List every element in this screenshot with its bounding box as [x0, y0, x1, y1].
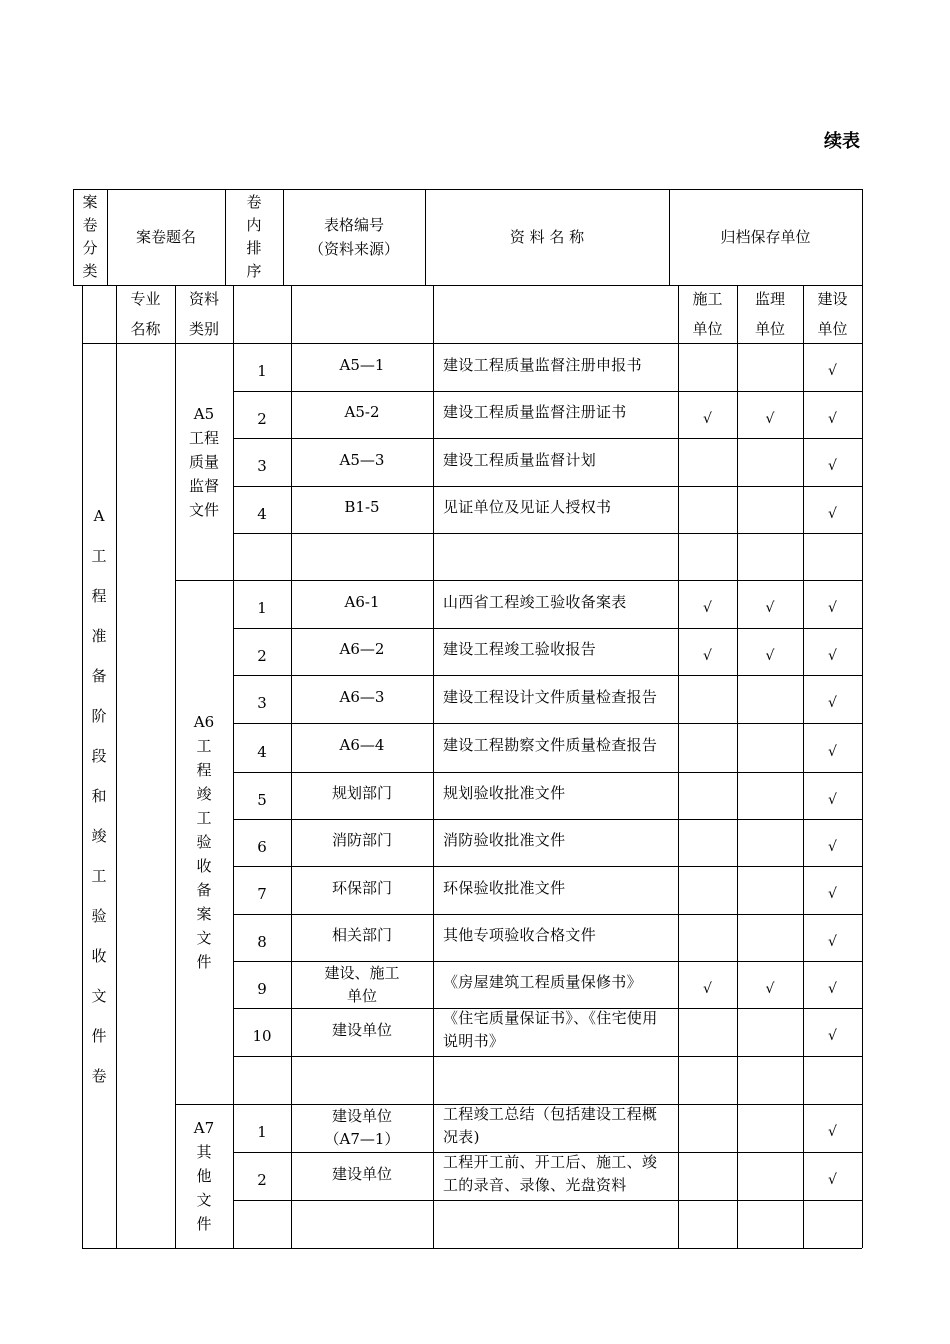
- row-check-c: [678, 486, 737, 533]
- row-form-no: [291, 1200, 433, 1248]
- row-check-c: [678, 772, 737, 819]
- row-check-c: [678, 1056, 737, 1104]
- volume-label-char: 备: [91, 666, 107, 685]
- subheader-unit-supervision: [737, 285, 803, 343]
- row-check-c: [678, 1152, 737, 1200]
- row-check-o: √: [828, 791, 837, 808]
- row-check-o: [803, 1056, 862, 1104]
- row-form-no: B1-5: [344, 498, 380, 516]
- row-check-c: [678, 723, 737, 772]
- volume-label-char: 卷: [91, 1066, 107, 1085]
- row-form-no: 规划部门: [331, 784, 392, 802]
- row-order: 1: [257, 362, 267, 380]
- group-label-2-char: A6: [193, 713, 215, 731]
- volume-label-char: 件: [91, 1026, 107, 1045]
- row-form-no: 建设单位: [331, 1020, 392, 1039]
- header-order-char: 序: [246, 262, 262, 280]
- subheader-unit-owner: [803, 285, 862, 343]
- row-doc-name: 《住宅质量保证书》、《住宅使用说明书》: [443, 1009, 658, 1050]
- row-order: 7: [257, 885, 267, 903]
- row-check-s: [737, 675, 803, 723]
- row-check-o: √: [828, 363, 837, 379]
- group-label-2-char: 件: [196, 953, 212, 971]
- row-check-s: [737, 772, 803, 819]
- row-check-s: √: [765, 410, 775, 427]
- row-check-c: √: [703, 410, 712, 427]
- volume-label: [82, 343, 116, 1248]
- row-doc-name: 其他专项验收合格文件: [443, 926, 597, 944]
- group-label-2-char: 备: [196, 881, 212, 899]
- header-volume-title: 案卷题名: [135, 228, 196, 246]
- row-check-o: √: [828, 458, 837, 474]
- row-check-c: [678, 819, 737, 866]
- row-check-s: [737, 1152, 803, 1200]
- row-check-o: √: [828, 933, 837, 950]
- group-label-1: [175, 343, 233, 580]
- row-form-no: A6—2: [339, 640, 385, 658]
- row-check-c: [678, 675, 737, 723]
- group-label-2-char: 工: [196, 809, 212, 827]
- volume-label-char: 收: [91, 946, 107, 965]
- row-check-s: √: [765, 647, 775, 664]
- row-order: 3: [257, 694, 267, 712]
- row-check-c: [678, 1104, 737, 1152]
- row-form-no: 环保部门: [331, 878, 392, 897]
- group-label-2-char: 文: [196, 929, 212, 947]
- row-check-s: [737, 533, 803, 580]
- volume-label-char: 阶: [91, 706, 107, 725]
- header-order-char: 排: [246, 239, 262, 257]
- row-check-c: [678, 438, 737, 486]
- row-order: 2: [257, 1171, 267, 1189]
- table-bottom-rule: [82, 1248, 862, 1249]
- group-label-2-char: 验: [196, 833, 212, 851]
- row-form-no: 建设单位: [331, 1164, 392, 1183]
- row-order: 2: [257, 409, 267, 428]
- group-label-1-char: 工程: [188, 428, 219, 447]
- row-order: 8: [257, 932, 267, 951]
- row-order: 4: [257, 504, 267, 523]
- row-form-no: A5-2: [344, 403, 380, 421]
- row-check-o: [803, 1200, 862, 1248]
- group-label-3: [175, 1104, 233, 1248]
- group-label-2-char: 程: [196, 761, 212, 779]
- row-order: 4: [257, 742, 267, 761]
- row-order: 6: [257, 837, 267, 856]
- header-category-char: 卷: [82, 216, 98, 234]
- row-doc-name: 建设工程质量监督注册证书: [443, 403, 627, 421]
- row-form-no: 相关部门: [331, 926, 392, 944]
- row-order: 1: [257, 599, 267, 617]
- row-check-c: √: [703, 647, 712, 664]
- row-form-no: A5—1: [339, 355, 385, 374]
- row-check-o: √: [828, 600, 837, 616]
- row-check-s: [737, 1008, 803, 1056]
- header-category-char: 类: [82, 262, 98, 280]
- subheader-type-line: 资料: [188, 290, 219, 308]
- row-check-s: [737, 438, 803, 486]
- row-order: [233, 1056, 291, 1104]
- header-order-char: 内: [246, 216, 262, 234]
- header-order-char: 卷: [246, 193, 262, 211]
- row-doc-name: 规划验收批准文件: [443, 784, 566, 802]
- group-label-2-char: 竣: [196, 785, 212, 803]
- row-doc-name: 建设工程质量监督计划: [443, 450, 597, 469]
- row-order: 10: [252, 1027, 272, 1045]
- row-check-s: [737, 723, 803, 772]
- subheader-type: [175, 285, 233, 343]
- volume-label-char: 段: [91, 746, 107, 765]
- group-label-3-char: 件: [196, 1215, 212, 1233]
- row-check-c: [678, 1200, 737, 1248]
- group-label-3-char: 其: [196, 1143, 212, 1161]
- volume-label-char: 准: [91, 626, 107, 645]
- header-column-rule: [862, 189, 863, 285]
- row-form-no: A6—3: [339, 687, 385, 706]
- row-check-o: √: [828, 410, 837, 427]
- row-check-s: [737, 1056, 803, 1104]
- row-doc-name: 建设工程竣工验收报告: [443, 640, 597, 658]
- row-check-s: [737, 1200, 803, 1248]
- row-form-no: A6-1: [344, 592, 380, 611]
- row-doc-name: [433, 533, 678, 580]
- row-form-no: 建设单位（A7—1）: [324, 1107, 400, 1148]
- row-doc-name: [433, 1200, 678, 1248]
- continued-title: 续表: [824, 131, 860, 152]
- subheader-unit-construction-line: 单位: [692, 320, 723, 338]
- row-doc-name: 工程开工前、开工后、施工、竣工的录音、录像、光盘资料: [443, 1153, 658, 1194]
- header-order: [225, 189, 283, 285]
- volume-label-char: 验: [91, 906, 107, 925]
- row-check-c: [678, 866, 737, 914]
- row-check-s: √: [765, 980, 775, 997]
- group-label-2-char: 工: [196, 737, 212, 755]
- row-doc-name: 消防验收批准文件: [443, 831, 566, 849]
- row-check-s: [737, 1104, 803, 1152]
- row-form-no: 消防部门: [331, 831, 392, 849]
- header-doc-name: 资 料 名 称: [509, 228, 585, 246]
- row-doc-name: 建设工程设计文件质量检查报告: [443, 687, 658, 706]
- header-category: [73, 189, 107, 285]
- group-label-3-char: 文: [196, 1191, 212, 1209]
- volume-label-char: 竣: [91, 826, 107, 845]
- volume-label-char: A: [93, 506, 105, 525]
- volume-label-char: 文: [91, 986, 107, 1005]
- volume-label-char: 程: [91, 586, 107, 605]
- group-label-3-char: 他: [196, 1167, 212, 1185]
- group-label-2-char: 收: [196, 857, 212, 875]
- subheader-type-line: 类别: [188, 320, 219, 338]
- row-check-s: √: [765, 600, 775, 616]
- row-check-c: [678, 343, 737, 391]
- row-doc-name: [433, 1056, 678, 1104]
- row-order: 9: [257, 979, 267, 998]
- header-form-no-line1: 表格编号: [323, 216, 384, 234]
- header-category-char: 分: [82, 239, 98, 257]
- row-doc-name: 建设工程质量监督注册申报书: [443, 355, 642, 374]
- row-order: 3: [257, 457, 267, 475]
- group-label-2-char: 案: [196, 905, 212, 923]
- row-check-c: [678, 1008, 737, 1056]
- row-check-s: [737, 819, 803, 866]
- row-check-o: √: [828, 743, 837, 760]
- header-archive-units: 归档保存单位: [720, 228, 811, 246]
- row-form-no: [291, 1056, 433, 1104]
- row-check-o: √: [828, 980, 837, 997]
- row-check-c: [678, 533, 737, 580]
- row-check-o: √: [828, 838, 837, 855]
- subheader-major: [116, 285, 175, 343]
- row-form-no: A6—4: [339, 736, 385, 754]
- volume-label-char: 工: [91, 546, 107, 565]
- table-column-rule: [116, 285, 117, 1248]
- row-order: 1: [257, 1123, 267, 1141]
- row-check-o: √: [828, 886, 837, 902]
- subheader-unit-construction-line: 施工: [692, 290, 723, 308]
- group-label-1-char: 文件: [188, 500, 219, 519]
- group-label-2: [175, 580, 233, 1104]
- group-label-1-char: 监督: [188, 476, 219, 495]
- row-doc-name: 工程竣工总结（包括建设工程概况表): [443, 1105, 658, 1146]
- table-column-rule: [862, 285, 863, 1248]
- row-form-no: [291, 533, 433, 580]
- row-check-o: √: [828, 1028, 837, 1044]
- row-check-c: √: [703, 980, 712, 997]
- subheader-unit-owner-line: 单位: [817, 320, 848, 338]
- row-check-o: √: [828, 1124, 837, 1140]
- subheader-unit-supervision-line: 单位: [754, 320, 785, 338]
- row-check-c: √: [703, 600, 712, 616]
- row-order: 5: [257, 790, 267, 809]
- row-check-c: [678, 914, 737, 961]
- subheader-major-line: 专业: [130, 290, 161, 308]
- row-check-o: √: [828, 1172, 837, 1188]
- row-check-s: [737, 866, 803, 914]
- row-check-s: [737, 486, 803, 533]
- row-form-no: 建设、施工单位: [324, 963, 400, 1005]
- subheader-unit-owner-line: 建设: [817, 290, 848, 308]
- row-check-o: [803, 533, 862, 580]
- row-check-o: √: [828, 505, 837, 522]
- row-check-s: [737, 343, 803, 391]
- row-check-o: √: [828, 647, 837, 664]
- row-doc-name: 山西省工程竣工验收备案表: [443, 592, 627, 611]
- row-check-s: [737, 914, 803, 961]
- row-doc-name: 《房屋建筑工程质量保修书》: [443, 973, 642, 991]
- row-doc-name: 环保验收批准文件: [443, 878, 566, 897]
- header-form-no: [283, 189, 425, 285]
- row-order: 2: [257, 646, 267, 665]
- group-label-1-char: A5: [193, 404, 215, 423]
- volume-label-char: 工: [91, 866, 107, 885]
- subheader-unit-supervision-line: 监理: [754, 290, 785, 308]
- volume-label-char: 和: [91, 786, 107, 805]
- group-label-1-char: 质量: [188, 452, 219, 471]
- header-category-char: 案: [82, 193, 98, 211]
- row-order: [233, 1200, 291, 1248]
- row-doc-name: 见证单位及见证人授权书: [443, 498, 612, 516]
- row-check-o: √: [828, 695, 837, 711]
- subheader-major-line: 名称: [130, 320, 161, 338]
- row-form-no: A5—3: [339, 450, 385, 469]
- row-order: [233, 533, 291, 580]
- subheader-unit-construction: [678, 285, 737, 343]
- row-doc-name: 建设工程勘察文件质量检查报告: [443, 736, 658, 754]
- header-form-no-line2: （资料来源）: [308, 240, 399, 258]
- group-label-3-char: A7: [193, 1119, 215, 1137]
